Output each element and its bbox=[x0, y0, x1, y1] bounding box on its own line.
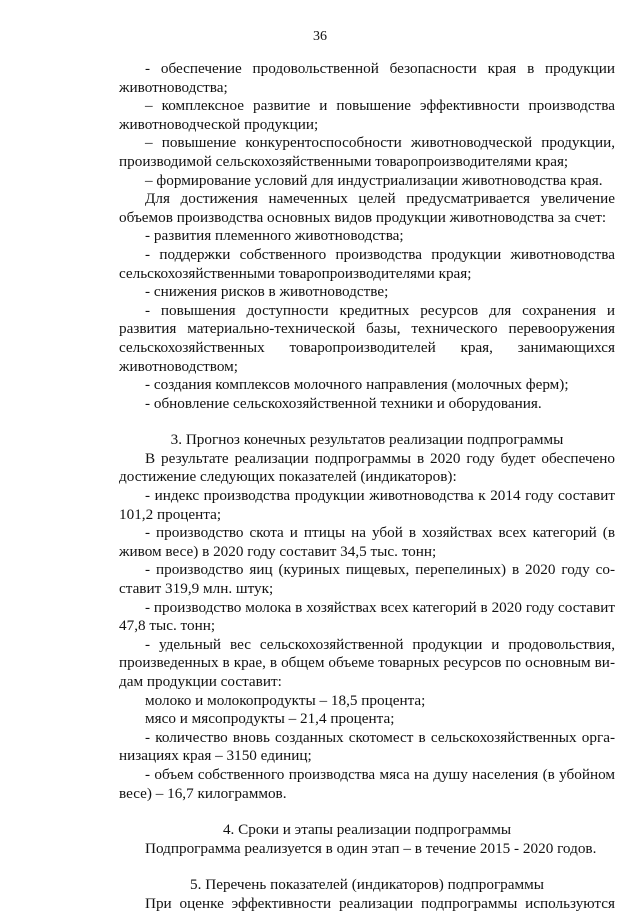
paragraph: - производство скота и птицы на убой в хозяйствах всех категорий (в живом весе) в 2020 году составит 34,5 тыс. тонн; bbox=[119, 524, 615, 560]
paragraph: - поддержки собственного производства продукции животноводства сельскохозяйственными товаропроизводителями края; bbox=[119, 245, 615, 282]
paragraph: - удельный вес сельскохозяйственной продукции и продовольствия, произведенных в крае, в общем объеме товарных ресурсов по основным видам продукции составит: bbox=[119, 635, 615, 690]
paragraph: - индекс производства продукции животноводства к 2014 году составит 101,2 процента; bbox=[119, 487, 615, 523]
paragraph: При оценке эффективности реализации подпрограммы используются bbox=[145, 894, 615, 912]
paragraph: – комплексное развитие и повышение эффективности производства животноводческой продукции; bbox=[119, 97, 615, 133]
section-heading: 4. Сроки и этапы реализации подпрограммы bbox=[222, 821, 512, 839]
paragraph: – повышение конкурентоспособности животноводческой продукции, производимой сельскохозяйственными товаропроизводителями края; bbox=[119, 134, 615, 170]
paragraph: – формирование условий для индустриализации животноводства края. bbox=[145, 171, 603, 189]
paragraph: - снижения рисков в животноводстве; bbox=[145, 283, 389, 301]
paragraph: - производство яиц (куриных пищевых, перепелиных) в 2020 году составит 319,9 млн. штук; bbox=[119, 561, 615, 598]
paragraph: - обновление сельскохозяйственной техники и оборудования. bbox=[145, 394, 542, 412]
page-number: 36 bbox=[313, 29, 327, 44]
document-body bbox=[119, 60, 615, 914]
paragraph: - производство молока в хозяйствах всех категорий в 2020 году составит 47,8 тыс. тонн; bbox=[119, 598, 615, 635]
paragraph: - объем собственного производства мяса на душу населения (в убойном весе) – 16,7 килограммов. bbox=[119, 765, 615, 802]
paragraph: молоко и молокопродукты – 18,5 процента; bbox=[145, 691, 426, 709]
paragraph: - создания комплексов молочного направления (молочных ферм); bbox=[145, 376, 569, 394]
section-heading: 5. Перечень показателей (индикаторов) подпрограммы bbox=[190, 876, 544, 894]
paragraph: Для достижения намеченных целей предусматривается увеличение объемов производства основных видов продукции животноводства за счет: bbox=[119, 190, 615, 226]
paragraph: - повышения доступности кредитных ресурсов для сохранения и развития материально-технической базы, технического перевооружения сельскохозяйственных товаропроизводителей края, занимающихся животноводством; bbox=[119, 301, 615, 375]
paragraph: - развития племенного животноводства; bbox=[145, 227, 404, 245]
paragraph: Подпрограмма реализуется в один этап – в течение 2015 - 2020 годов. bbox=[145, 839, 597, 857]
paragraph: - количество вновь созданных скотомест в сельскохозяйственных организациях края – 3150 единиц; bbox=[119, 728, 615, 765]
paragraph: мясо и мясопродукты – 21,4 процента; bbox=[145, 710, 395, 728]
paragraph: В результате реализации подпрограммы в 2020 году будет обеспечено достижение следующих показателей (индикаторов): bbox=[119, 449, 615, 486]
section-heading: 3. Прогноз конечных результатов реализации подпрограммы bbox=[170, 431, 564, 449]
paragraph: - обеспечение продовольственной безопасности края в продукции животноводства; bbox=[119, 60, 615, 96]
